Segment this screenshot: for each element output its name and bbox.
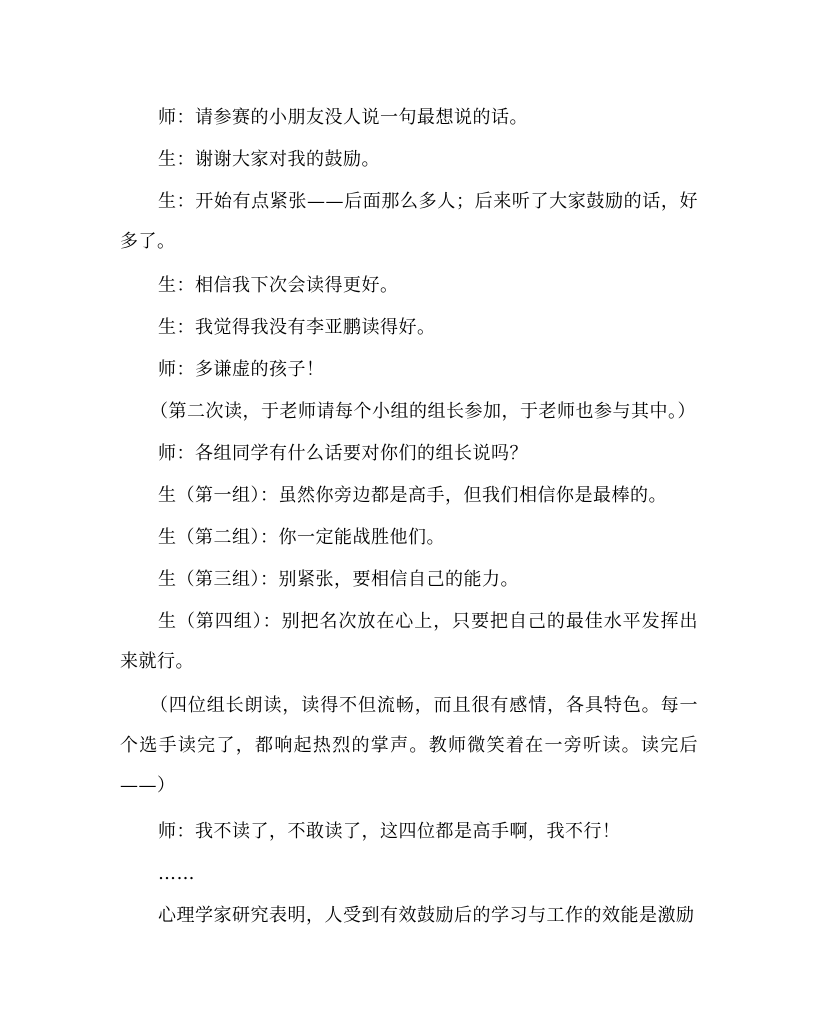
paragraph-leaders-reading-note: （四位组长朗读，读得不但流畅，而且很有感情，各具特色。每一个选手读完了，都响起热烈的掌声。教师微笑着在一旁听读。读完后——） [120, 695, 698, 796]
paragraph-student-nervous: 生：开始有点紧张——后面那么多人；后来听了大家鼓励的话，好多了。 [120, 191, 698, 252]
paragraph-group-one: 生（第一组）：虽然你旁边都是高手，但我们相信你是最棒的。 [158, 485, 667, 506]
paragraph-group-three: 生（第三组）：别紧张，要相信自己的能力。 [158, 569, 519, 590]
paragraph-ellipsis: …… [158, 863, 195, 884]
paragraph-student-next-time: 生：相信我下次会读得更好。 [158, 275, 399, 296]
paragraph-student-modest: 生：我觉得我没有李亚鹏读得好。 [158, 317, 436, 338]
paragraph-student-thanks: 生：谢谢大家对我的鼓励。 [158, 149, 380, 170]
paragraph-group-four: 生（第四组）：别把名次放在心上，只要把自己的最佳水平发挥出来就行。 [120, 611, 698, 672]
paragraph-psychology-research: 心理学家研究表明，人受到有效鼓励后的学习与工作的效能是激励 [158, 905, 695, 926]
paragraph-teacher-question: 师：各组同学有什么话要对你们的组长说吗？ [158, 443, 528, 464]
paragraph-group-two: 生（第二组）：你一定能战胜他们。 [158, 527, 445, 548]
paragraph-teacher-request: 师：请参赛的小朋友没人说一句最想说的话。 [158, 107, 528, 128]
paragraph-teacher-declines: 师：我不读了，不敢读了，这四位都是高手啊，我不行！ [158, 821, 621, 842]
paragraph-second-reading-note: （第二次读，于老师请每个小组的组长参加，于老师也参与其中。） [150, 401, 696, 422]
paragraph-teacher-praise: 师：多谦虚的孩子！ [158, 359, 325, 380]
